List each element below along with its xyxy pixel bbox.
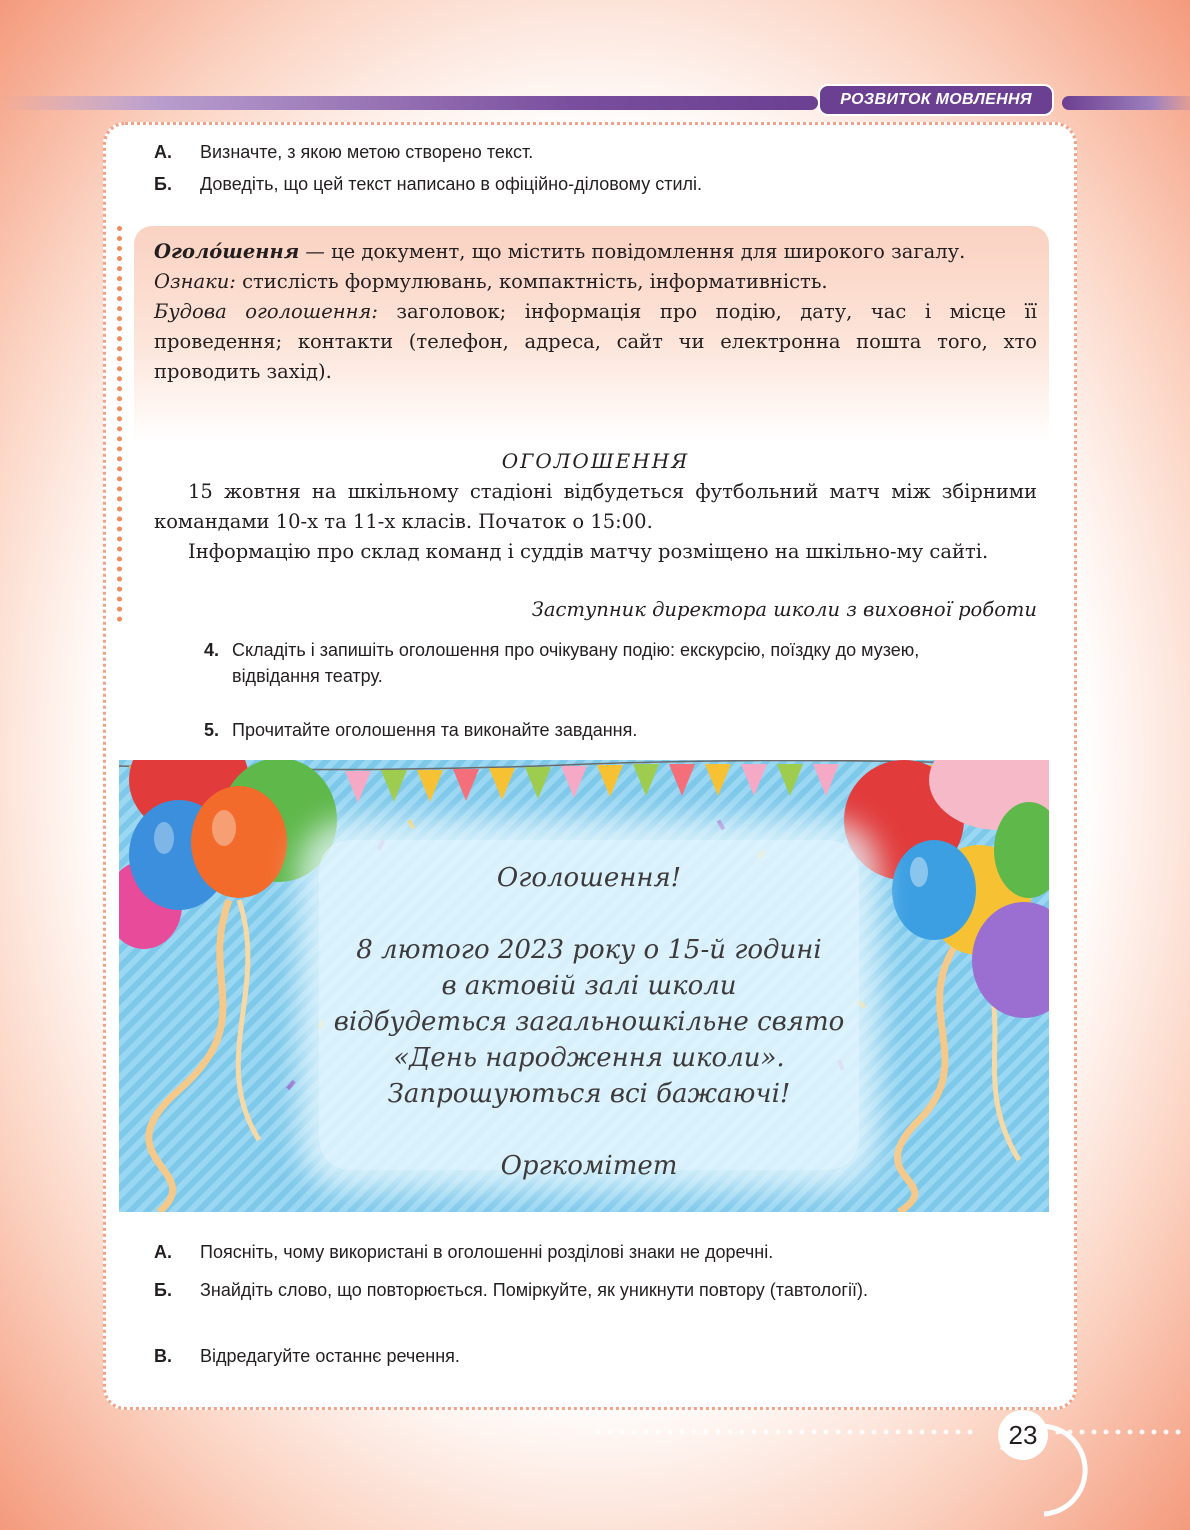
task-text: Знайдіть слово, що повторюється. Поміркуйте, як уникнути повтору (тавтології). — [200, 1280, 868, 1300]
ad-title: ОГОЛОШЕННЯ — [501, 449, 690, 473]
invitation-signature: Оргкомітет — [500, 1151, 678, 1181]
structure-paragraph — [154, 297, 1037, 387]
invitation-line: відбудеться загальношкільне свято — [333, 1007, 845, 1037]
section-label: РОЗВИТОК МОВЛЕННЯ — [818, 84, 1054, 116]
header-bar — [0, 96, 818, 110]
task-b — [154, 171, 1034, 197]
exercise-number: 4. — [204, 640, 220, 660]
features-paragraph — [154, 267, 1037, 297]
task-letter: В. — [154, 1346, 172, 1366]
dotted-margin-line — [117, 226, 128, 622]
task-b — [154, 1277, 952, 1331]
ad-signature: Заступник директора школи з виховної роботи — [531, 598, 1037, 621]
invitation-image — [119, 760, 1049, 1212]
exercise-text: Прочитайте оголошення та виконайте завдання. — [232, 720, 638, 740]
definition-paragraph — [154, 237, 1037, 267]
structure-label: Будова оголошення: — [154, 300, 378, 323]
exercise-5 — [204, 717, 1004, 743]
task-text: Доведіть, що цей текст написано в офіційно-діловому стилі. — [200, 174, 703, 194]
invitation-text — [289, 860, 889, 1184]
invitation-line: 8 лютого 2023 року о 15-й годині — [356, 935, 822, 965]
exercise-4 — [204, 637, 1004, 691]
invitation-line: «День народження школи». — [393, 1043, 785, 1073]
theory-text — [154, 237, 1037, 387]
invitation-heading: Оголошення! — [496, 863, 682, 893]
task-text: Поясніть, чому використані в оголошенні розділові знаки не доречні. — [200, 1242, 774, 1262]
invitation-line: в актовій залі школи — [441, 971, 737, 1001]
structure-text: заголовок; інформація про подію, дату, час і місце її проведення; контакти (телефон, адреса, сайт чи електронна пошта того, хто проводить захід). — [154, 300, 1037, 383]
task-c — [154, 1343, 952, 1369]
task-letter: Б. — [154, 1280, 172, 1300]
task-letter: А. — [154, 142, 172, 162]
ad-paragraph: Інформацію про склад команд і суддів матчу розміщено на шкільно-му сайті. — [188, 540, 989, 563]
task-a — [154, 139, 1034, 165]
task-text: Визначте, з якою метою створено текст. — [200, 142, 534, 162]
header-bar-right — [1062, 96, 1190, 110]
exercise-number: 5. — [204, 720, 220, 740]
task-letter: Б. — [154, 174, 172, 194]
definition: — це документ, що містить повідомлення для широкого загалу. — [299, 240, 966, 263]
ad-body — [154, 477, 1037, 567]
features-text: стислість формулювань, компактність, інформативність. — [235, 270, 828, 293]
task-text: Відредагуйте останнє речення. — [200, 1346, 460, 1366]
page-number-decoration — [592, 1418, 1190, 1530]
invitation-line: Запрошуються всі бажаючі! — [387, 1079, 791, 1109]
task-a — [154, 1239, 952, 1265]
ad-paragraph: 15 жовтня на шкільному стадіоні відбудеться футбольний матч між збірними командами 10-х та 11-х класів. Початок о 15:00. — [154, 480, 1037, 533]
term: Оголо́шення — [154, 240, 300, 263]
page-number: 23 — [998, 1410, 1048, 1460]
task-letter: А. — [154, 1242, 172, 1262]
exercise-text: Складіть і запишіть оголошення про очікувану подію: екскурсію, поїздку до музею, відвідання театру. — [232, 640, 920, 686]
features-label: Ознаки: — [154, 270, 236, 293]
